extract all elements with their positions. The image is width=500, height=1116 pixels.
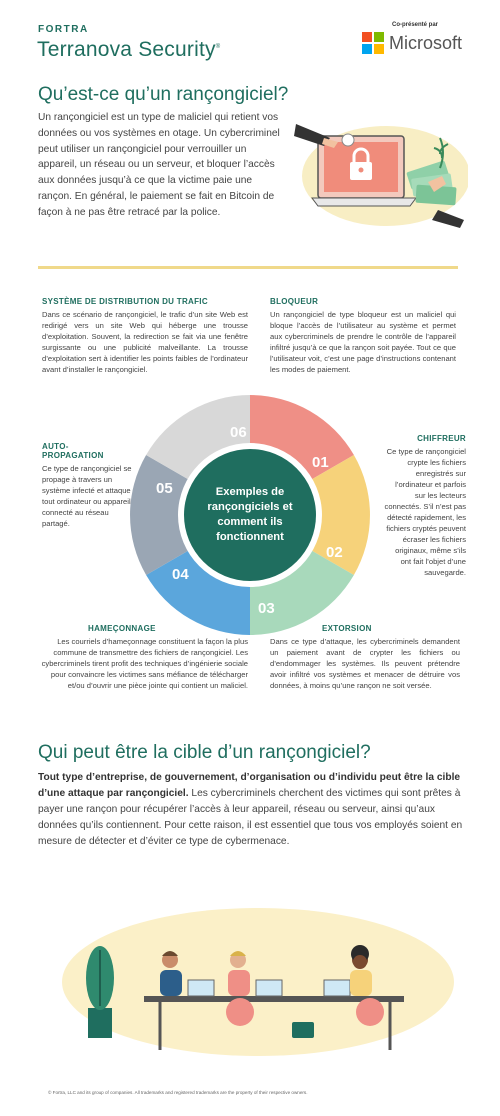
footer-copyright: © Fortra, LLC and its group of companies. All trademarks and registered trademarks are the property of their respective owners. xyxy=(48,1090,308,1095)
registered-mark: ® xyxy=(215,44,221,50)
segment-number-04: 04 xyxy=(172,566,189,583)
section-body-who-targeted xyxy=(38,770,468,850)
copresented-label: Co-présenté par xyxy=(392,22,439,28)
ransom-laptop-illustration xyxy=(288,118,468,230)
segment-number-06: 06 xyxy=(230,424,247,441)
brand-fortra: FORTRA xyxy=(38,24,89,35)
type-title-autoprop-1: AUTO- xyxy=(42,442,69,451)
section-divider xyxy=(38,266,458,269)
type-body-hameconnage: Les courriels d’hameçonnage constituent la façon la plus commune de transmettre des fichiers de rançongiciel. Les cybercriminels tirent profit des techniques d’ingénierie sociale pour convaincre les victimes sans méfiance de télécharger et/ou d’ouvrir une pièce jointe qui contient un maliciel. xyxy=(41,637,248,690)
segment-number-01: 01 xyxy=(312,454,329,471)
segment-number-02: 02 xyxy=(326,544,343,561)
type-body-bloqueur: Un rançongiciel de type bloqueur est un maliciel qui bloque l’accès de l’utilisateur au système et permet aux cybercriminels de prendre le contrôle de l’appareil infiltré jusqu’à ce que la rançon soit payée. Tout ce que l’utilisateur voit, c’est une page d’instructions contenant les modes de paiement. xyxy=(270,310,456,374)
type-title-chiffreur: CHIFFREUR xyxy=(417,434,466,443)
section-body-what-is: Un rançongiciel est un type de maliciel qui retient vos données ou vos systèmes en otage. Un cybercriminel peut utiliser un rançongiciel pour verrouiller un appareil, un réseau ou un serveur, et bloquer l’accès aux données jusqu’à ce que la victime paie une rançon. En général, le paiement se fait en Bitcoin de façon à ne pas être retracé par la police. xyxy=(38,112,280,218)
type-title-distribution: SYSTÈME DE DISTRIBUTION DU TRAFIC xyxy=(42,297,208,306)
type-body-distribution: Dans ce scénario de rançongiciel, le trafic d’un site Web est redirigé vers un site Web qui héberge une trousse d’exploitation. Souvent, la redirection se fait via une fenêtre surgissante ou une publicité malveillante. La trousse d’exploitation sert à identifier les points faibles de l’ordinateur avant d’installer le rançongiciel. xyxy=(42,310,248,374)
section-title-who-targeted: Qui peut être la cible d’un rançongiciel? xyxy=(38,742,371,763)
type-title-autoprop-2: PROPAGATION xyxy=(42,451,104,460)
type-body-extorsion: Dans ce type d’attaque, les cybercriminels demandent un paiement avant de crypter les fichiers ou d’endommager les systèmes. Ils peuvent prétendre avoir infiltré vos systèmes et menacer de détruire vos données, à moins qu’une rançon ne soit versée. xyxy=(270,637,460,690)
brand-logo-text xyxy=(37,38,220,62)
type-title-bloqueur: BLOQUEUR xyxy=(270,297,319,306)
section-body-rest: Les cybercriminels cherchent des victimes qui sont prêtes à payer une rançon pour récupérer l’accès à leur appareil, réseau ou serveur, ainsi qu’aux données qu’ils contiennent. Pour cette raison, il est essentiel que tous vos employés soient en mesure de détecter et d’éviter ce type de cybermenace. xyxy=(38,788,463,847)
microsoft-logo-icon xyxy=(362,32,384,54)
type-body-chiffreur: Ce type de rançongiciel crypte les fichiers enregistrés sur l’ordinateur et parfois sur les lecteurs connectés. S’il n’est pas détecté rapidement, les fichiers cryptés peuvent écraser les fichiers originaux, même s’ils ont fait l’objet d’une sauvegarde. xyxy=(384,447,466,577)
office-team-illustration xyxy=(60,900,455,1060)
wheel-center-label: Exemples de rançongiciels et comment ils fonctionnent xyxy=(207,486,293,543)
segment-number-05: 05 xyxy=(156,480,173,497)
section-body-bold: Tout type d’entreprise, de gouvernement, d’organisation ou d’individu peut être la cible d’une attaque par rançongiciel. xyxy=(38,772,461,799)
type-body-autoprop: Ce type de rançongiciel se propage à travers un système infecté et attaque tout ordinateur ou appareil connecté au réseau partagé. xyxy=(42,464,132,528)
section-title-what-is: Qu’est-ce qu’un rançongiciel? xyxy=(38,84,289,105)
segment-number-03: 03 xyxy=(258,600,275,617)
brand-name: Terranova Security xyxy=(37,38,216,61)
type-title-hameconnage: HAMEÇONNAGE xyxy=(88,624,156,633)
type-title-extorsion: EXTORSION xyxy=(322,624,372,633)
microsoft-wordmark: Microsoft xyxy=(389,33,463,53)
